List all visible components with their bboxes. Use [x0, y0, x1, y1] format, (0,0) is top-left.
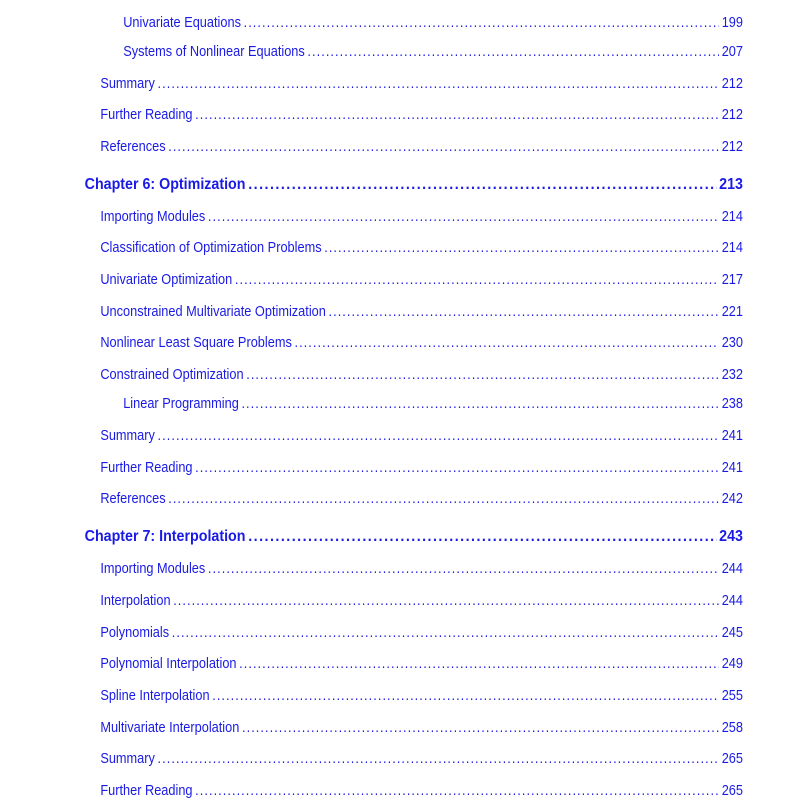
toc-page-number: 199	[721, 15, 743, 31]
toc-dot-leader	[307, 44, 719, 60]
toc-section-entry[interactable]	[0, 450, 743, 476]
toc-dot-leader	[158, 751, 719, 767]
toc-section-entry[interactable]	[0, 129, 743, 155]
toc-dot-leader	[248, 176, 716, 194]
toc-entry-title: Summary	[100, 76, 155, 92]
toc-entry-title: Polynomials	[100, 625, 170, 641]
toc-page-number: 212	[721, 107, 743, 123]
toc-page-number: 213	[719, 176, 743, 193]
toc-entry-title: Linear Programming	[123, 396, 239, 412]
toc-section-entry[interactable]	[0, 230, 743, 256]
toc-dot-leader	[195, 107, 719, 123]
toc-page-number: 241	[721, 428, 743, 444]
toc-entry-title: Systems of Nonlinear Equations	[123, 44, 305, 60]
toc-dot-leader	[208, 561, 719, 577]
toc-page-number: 244	[721, 561, 743, 577]
toc-entry-title: Interpolation	[100, 593, 171, 609]
toc-page-number: 265	[721, 783, 743, 799]
toc-dot-leader	[212, 688, 719, 704]
toc-dot-leader	[168, 139, 719, 155]
toc-section-entry[interactable]	[0, 66, 743, 92]
toc-entry-title: Unconstrained Multivariate Optimization	[100, 304, 326, 320]
toc-entry-title: Univariate Optimization	[100, 272, 233, 288]
toc-page-number: 207	[721, 44, 743, 60]
toc-page-number: 241	[721, 460, 743, 476]
toc-section-entry[interactable]	[0, 481, 743, 507]
toc-entry-title: Constrained Optimization	[100, 367, 244, 383]
toc-entry-title: Summary	[100, 428, 155, 444]
toc-entry-title: Summary	[100, 751, 155, 767]
toc-dot-leader	[241, 396, 719, 412]
toc-dot-leader	[294, 335, 719, 351]
toc-dot-leader	[158, 76, 719, 92]
toc-dot-leader	[244, 15, 719, 31]
toc-entry-title: Polynomial Interpolation	[100, 656, 237, 672]
toc-page-number: 221	[721, 304, 743, 320]
toc-dot-leader	[246, 367, 719, 383]
toc-dot-leader	[242, 720, 719, 736]
toc-section-entry[interactable]	[0, 710, 743, 736]
toc-subsection-entry[interactable]	[0, 5, 743, 31]
toc-entry-title: Nonlinear Least Square Problems	[100, 335, 292, 351]
toc-entry-title: Univariate Equations	[123, 15, 241, 31]
toc-entry-title: Importing Modules	[100, 561, 206, 577]
toc-section-entry[interactable]	[0, 357, 743, 383]
toc-dot-leader	[235, 272, 719, 288]
toc-page-number: 230	[721, 335, 743, 351]
toc-section-entry[interactable]	[0, 262, 743, 288]
toc-page-number: 258	[721, 720, 743, 736]
toc-dot-leader	[172, 625, 719, 641]
toc-section-entry[interactable]	[0, 615, 743, 641]
toc-entry-title: References	[100, 139, 166, 155]
toc-section-entry[interactable]	[0, 773, 743, 799]
toc-dot-leader	[168, 491, 719, 507]
toc-section-entry[interactable]	[0, 583, 743, 609]
toc-section-entry[interactable]	[0, 97, 743, 123]
toc-dot-leader	[248, 528, 716, 546]
toc-dot-leader	[158, 428, 719, 444]
toc-dot-leader	[195, 460, 719, 476]
toc-dot-leader	[208, 209, 719, 225]
toc-chapter-entry[interactable]	[0, 520, 743, 546]
toc-page-number: 212	[721, 76, 743, 92]
toc-entry-title: Classification of Optimization Problems	[100, 240, 322, 256]
toc-page-number: 249	[721, 656, 743, 672]
toc-page-number: 244	[721, 593, 743, 609]
toc-entry-title: Further Reading	[100, 460, 193, 476]
toc-entry-title: Multivariate Interpolation	[100, 720, 240, 736]
toc-section-entry[interactable]	[0, 199, 743, 225]
toc-section-entry[interactable]	[0, 646, 743, 672]
toc-entry-title: Spline Interpolation	[100, 688, 210, 704]
toc-dot-leader	[173, 593, 719, 609]
toc-page-number: 265	[721, 751, 743, 767]
toc-entry-title: Chapter 7: Interpolation	[84, 528, 246, 545]
toc-page-number: 245	[721, 625, 743, 641]
toc-section-entry[interactable]	[0, 551, 743, 577]
toc-entry-title: Chapter 6: Optimization	[84, 176, 246, 193]
toc-dot-leader	[195, 783, 719, 799]
toc-page-number: 214	[721, 240, 743, 256]
toc-section-entry[interactable]	[0, 678, 743, 704]
toc-subsection-entry[interactable]	[0, 386, 743, 412]
toc-page-number: 232	[721, 367, 743, 383]
toc-dot-leader	[328, 304, 719, 320]
toc-page-number: 242	[721, 491, 743, 507]
toc-section-entry[interactable]	[0, 294, 743, 320]
toc-page-number: 238	[721, 396, 743, 412]
toc-page-number: 243	[719, 528, 743, 545]
toc-page-number: 255	[721, 688, 743, 704]
toc-section-entry[interactable]	[0, 418, 743, 444]
toc-dot-leader	[239, 656, 719, 672]
toc-section-entry[interactable]	[0, 741, 743, 767]
toc-section-entry[interactable]	[0, 325, 743, 351]
toc-entry-title: References	[100, 491, 166, 507]
toc-entry-title: Importing Modules	[100, 209, 206, 225]
toc-entry-title: Further Reading	[100, 783, 193, 799]
toc-entry-title: Further Reading	[100, 107, 193, 123]
toc-page-number: 212	[721, 139, 743, 155]
toc-page-number: 217	[721, 272, 743, 288]
toc-dot-leader	[324, 240, 719, 256]
toc-page-number: 214	[721, 209, 743, 225]
toc-subsection-entry[interactable]	[0, 34, 743, 60]
toc-chapter-entry[interactable]	[0, 168, 743, 194]
